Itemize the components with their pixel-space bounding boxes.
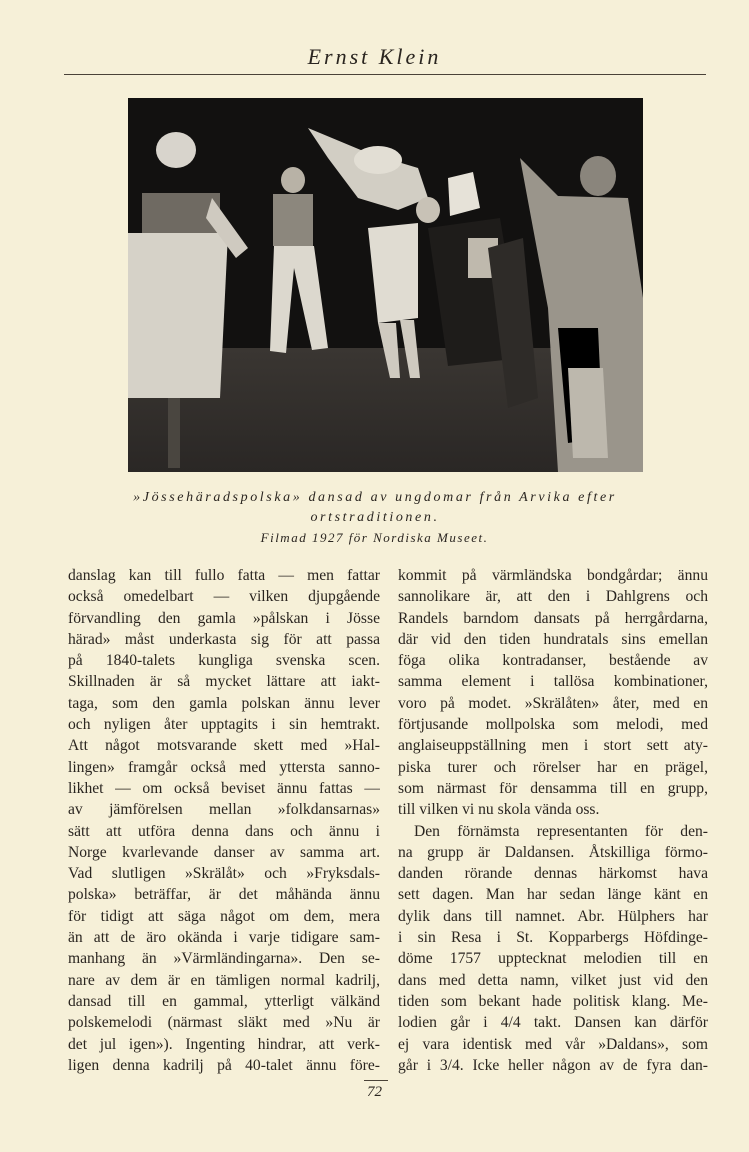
text-line: polskemelodi (närmast släkt med »Nu är [68,1014,380,1032]
text-line: förvandling den gamla »pålskan i Jösse [68,609,380,627]
text-line: det jul igen»). Ingenting hindrar, att verk- [68,1035,380,1053]
text-line: sätt att utföra denna dans och ännu i [68,822,380,840]
text-line: av jämförelsen mellan »folkdansarnas» [68,801,380,819]
text-line: taga, som den gamla polskan ännu lever [68,694,380,712]
text-line: voro på modet. »Skrälåten» åter, med en [398,694,708,712]
text-line: lodien går i 4/4 takt. Dansen kan därför [398,1014,708,1032]
text-line: föga olika kontradanser, bestående av [398,652,708,670]
text-line: Norge kvarlevande danser av samma art. [68,843,380,861]
text-line: na grupp är Daldansen. Åtskilliga förmo- [398,843,708,861]
text-line: dylik dans till namnet. Abr. Hülphers har [398,907,708,925]
text-line: som närmast för densamma till en grupp, [398,779,708,797]
text-line: likhet — om också beviset ännu fattas — [68,779,380,797]
text-line: dans med detta namn, vilket just vid den [398,971,708,989]
text-line: anglaiseuppställning men i stort sett aty- [398,737,708,755]
text-line: lingen» framgår också med yttersta sanno- [68,758,380,776]
header-rule [64,74,706,75]
text-line: i sin Resa i St. Kopparbergs Höfdinge- [398,929,708,947]
text-line: sannolikare är, att den i Dahlgrens och [398,588,708,606]
text-line: härad» måst underkasta sig för att passa [68,630,380,648]
text-line: där vid den tiden hundratals sins emellan [398,630,708,648]
text-line: danslag kan till fullo fatta — men fattar [68,567,380,584]
text-line: döme 1757 upptecknat melodien till en [398,950,708,968]
text-line: piska turer och rörelser har en prägel, [398,758,708,776]
text-line: sett dagen. Man har sedan länge känt en [398,886,708,904]
text-line: Den förnämsta representanten för den- [414,822,708,840]
page-number-rule [364,1080,388,1081]
running-header: Ernst Klein [307,44,442,69]
text-column-right [398,565,708,1076]
text-line: ej vara identisk med vår »Daldans», som [398,1035,708,1053]
text-line: Att något motsvarande skett med »Hal- [68,737,380,755]
photo-credit: Filmad 1927 för Nordiska Museet. [260,530,489,545]
photo-caption-line-1: »Jössehäradspolska» dansad av ungdomar från Arvika efter [133,490,617,505]
text-line: nare av dem är en tämligen normal kadrilj, [68,971,380,989]
text-line: danden rörande dennas härkomst hava [398,865,708,883]
page-number: 72 [367,1084,382,1100]
text-line: Skillnaden är så mycket lättare att iakt- [68,673,380,691]
text-line: förtjusande mollpolska som melodi, med [398,716,708,734]
dancers-photo [128,98,643,472]
text-line: manhang än »Värmländingarna». Den se- [68,950,380,968]
text-column-left [68,565,380,1076]
text-line: kommit på värmländska bondgårdar; ännu [398,567,708,584]
text-line: till vilken vi nu skola vända oss. [398,801,600,819]
text-line: tiden som bekant hade politisk klang. Me- [398,992,708,1010]
photo-caption-line-2: ortstraditionen. [310,510,440,525]
text-line: polska» beträffar, är det måhända ännu [68,886,380,904]
text-line: på 1840-talets kungliga svenska scen. [68,652,380,670]
text-line: och nyligen åter upptagits i sin hemtrakt. [68,716,380,734]
text-line: dansad till en gammal, ytterligt välkänd [68,992,380,1010]
text-line: än att de äro okända i varje tidigare sam- [68,929,380,947]
text-line: går i 3/4. Icke heller någon av de fyra dan- [398,1056,708,1074]
text-line: samma element i tallösa kombinationer, [398,673,708,691]
text-line: också omedelbart — vilken djupgående [68,588,380,606]
text-line: Vad slutligen »Skrälåt» och »Fryksdals- [68,865,380,883]
text-line: Randels barndom dansats på herrgårdarna, [398,609,708,627]
text-line: ligen denna kadrilj på 40-talet ännu före- [68,1056,380,1074]
text-line: för tidigt att säga något om dem, mera [68,907,380,925]
